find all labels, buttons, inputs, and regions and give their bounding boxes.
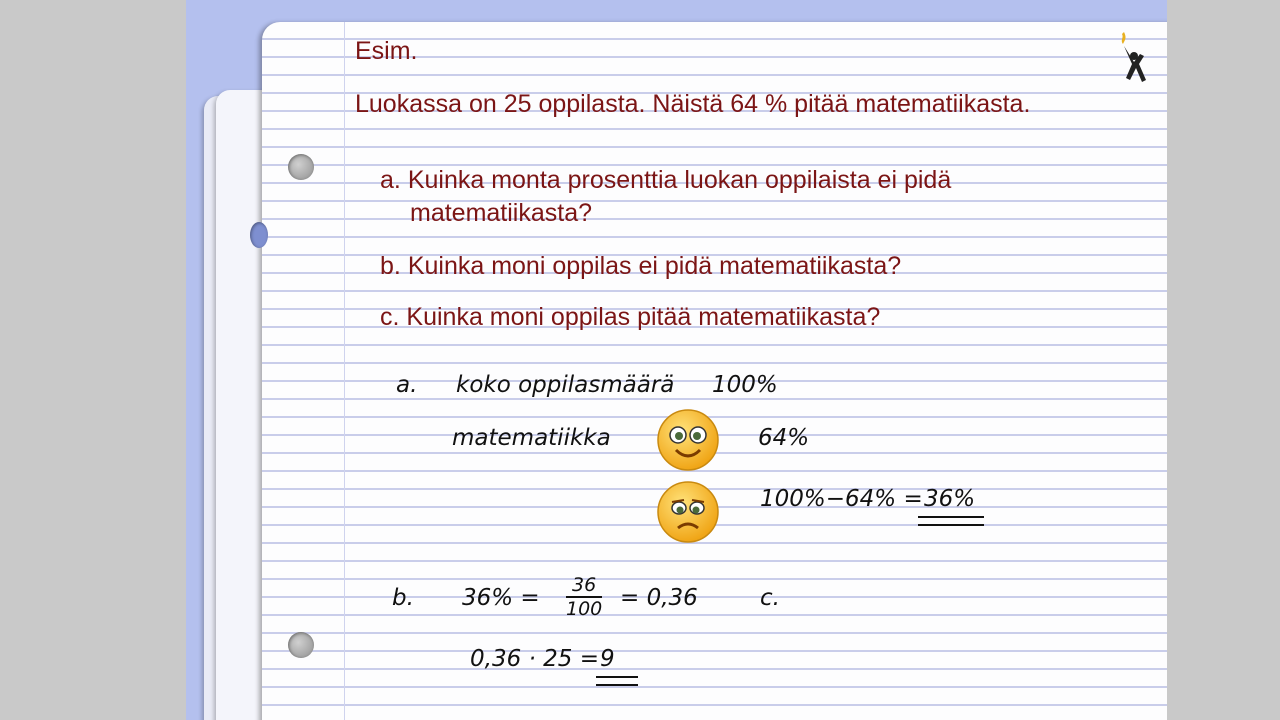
total-value: 100% (712, 372, 778, 398)
math-label: matematiikka (452, 425, 611, 451)
math-value: 64% (758, 425, 810, 451)
difference-result: 36% (924, 486, 976, 512)
percent-equals: 36% = (462, 585, 540, 611)
punch-hole-icon (288, 154, 314, 180)
punch-hole-icon (288, 632, 314, 658)
difference-expression: 100%−64% = (760, 486, 923, 512)
multiplication-result: 9 (600, 646, 615, 672)
solution-b-label: b. (392, 585, 414, 611)
sad-smiley-icon (656, 480, 720, 544)
question-c: c. Kuinka moni oppilas pitää matematiikasta? (380, 303, 881, 331)
hole-icon (250, 222, 268, 248)
solution-a-label: a. (396, 372, 418, 398)
runner-torch-logo-icon (1112, 30, 1148, 92)
fraction-numerator: 36 (566, 574, 602, 598)
total-label: koko oppilasmäärä (456, 372, 675, 398)
problem-statement: Luokassa on 25 oppilasta. Näistä 64 % pitää matematiikasta. (355, 90, 1031, 118)
notebook-paper (262, 22, 1167, 720)
double-underline (918, 516, 984, 526)
decimal-result: = 0,36 (620, 585, 698, 611)
question-a: a. Kuinka monta prosenttia luokan oppilaista ei pidä (380, 166, 952, 194)
question-a-continued: matematiikasta? (410, 199, 593, 227)
heading: Esim. (355, 37, 418, 65)
fraction (566, 574, 602, 620)
double-underline (596, 676, 638, 686)
happy-smiley-icon (656, 408, 720, 472)
margin-line (344, 22, 345, 720)
solution-c-label: c. (760, 585, 780, 611)
fraction-denominator: 100 (566, 598, 603, 620)
question-b: b. Kuinka moni oppilas ei pidä matematiikasta? (380, 252, 902, 280)
multiplication: 0,36 · 25 = (470, 646, 599, 672)
